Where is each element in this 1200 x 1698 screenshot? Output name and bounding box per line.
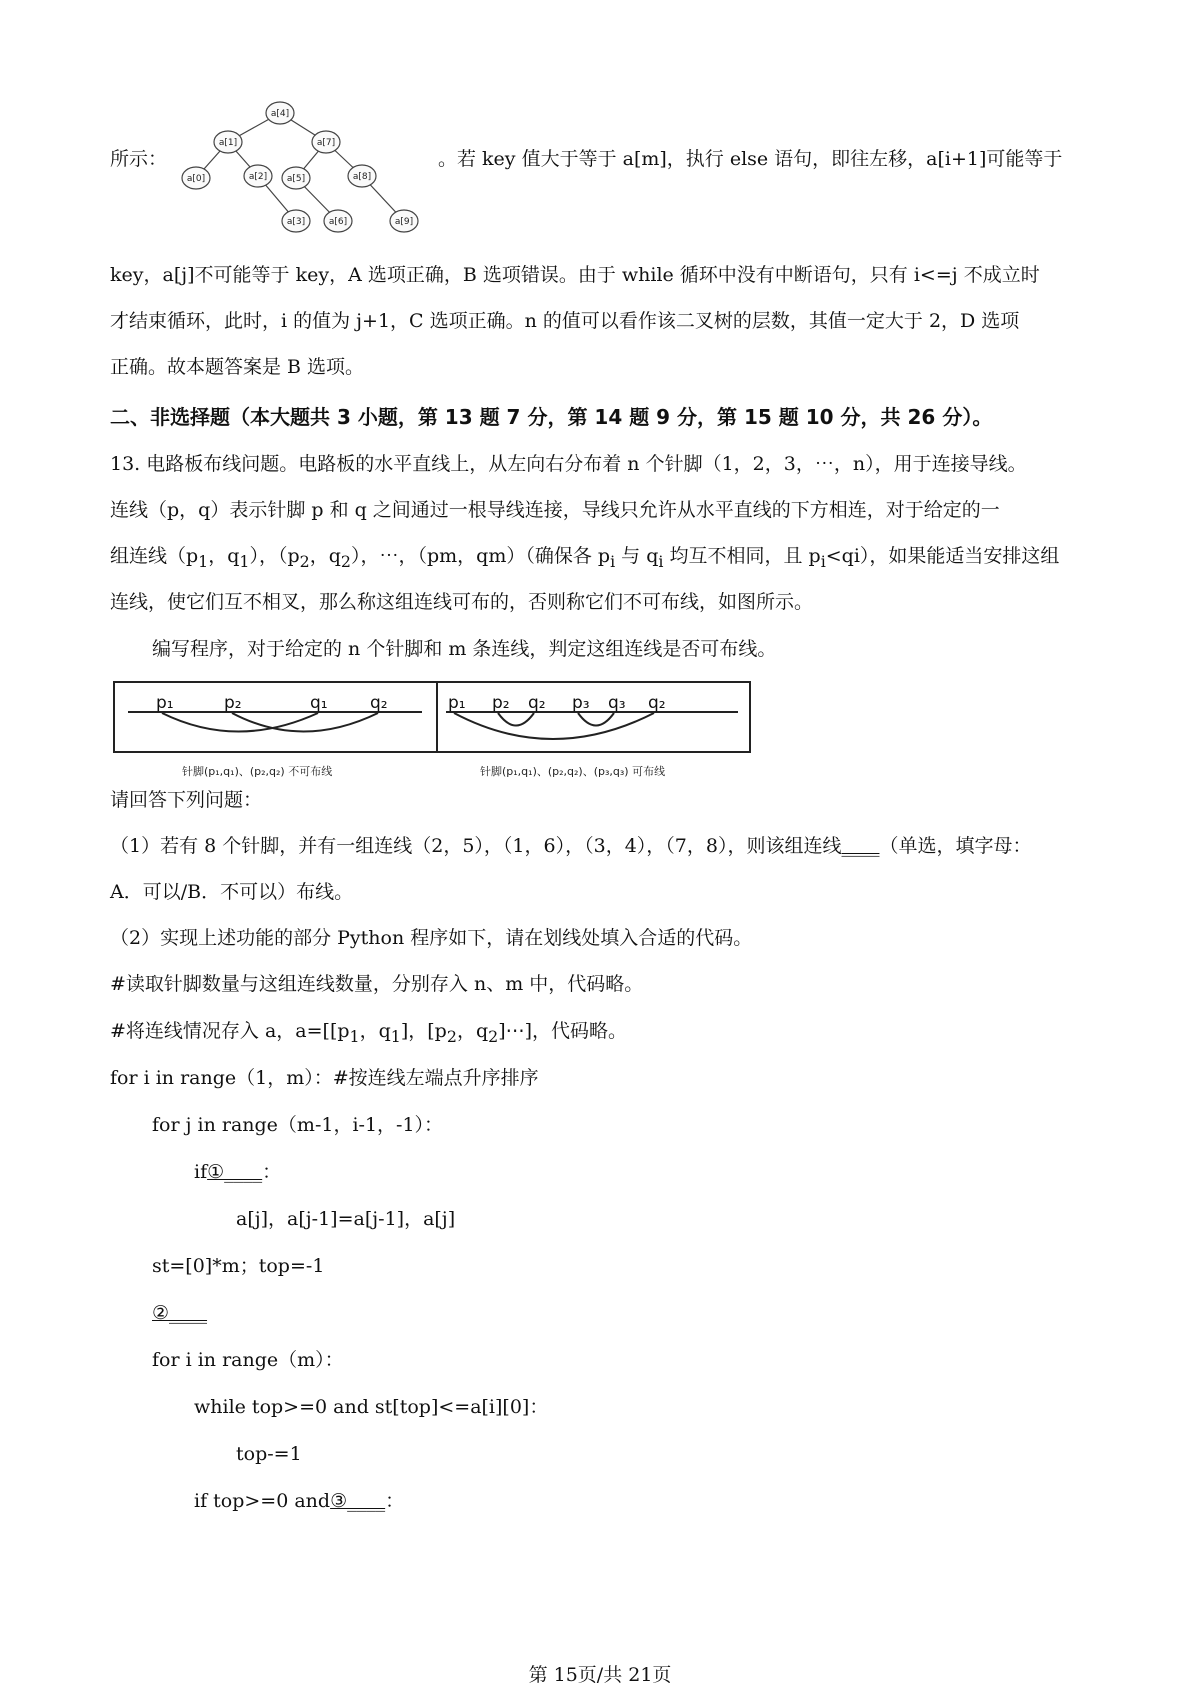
tree-node-a0 xyxy=(182,167,210,189)
svg-text:a[5]: a[5] xyxy=(286,174,306,184)
left-caption: 针脚(p₁,q₁)、(p₂,q₂) 不可布线 xyxy=(182,765,333,778)
right-wire-3 xyxy=(578,713,614,726)
svg-text:a[0]: a[0] xyxy=(186,174,206,184)
top-text-suffix: 。若 key 值大于等于 a[m]，执行 else 语句，即往左移，a[i+1]可能等于 xyxy=(438,148,1063,170)
code-comment-2: #将连线情况存入 a，$a=[[p_1$，$q_1$]，[$p_2$，$q_2]\cdots$]，代码略。 xyxy=(110,1020,628,1046)
question-1-line-1: （1）若有 8 个针脚，并有一组连线（2，5），（1，6），（3，4），（7，8），则该组连线____（单选，填字母： xyxy=(110,835,1032,857)
svg-text:a[7]: a[7] xyxy=(316,138,336,148)
tree-node-a6 xyxy=(324,210,352,232)
binary-tree-figure xyxy=(172,100,432,235)
explanation-line-2: 才结束循环，此时，i 的值为 j+1，C 选项正确。n 的值可以看作该二叉树的层数，其值一定大于 2，D 选项 xyxy=(110,310,1020,332)
left-pin-q2: q₂ xyxy=(370,693,388,713)
right-pin-q2: q₂ xyxy=(528,693,546,713)
right-pin-p2: p₂ xyxy=(492,693,510,713)
q13-line-5: 编写程序，对于给定的 n 个针脚和 m 条连线，判定这组连线是否可布线。 xyxy=(152,638,777,660)
code-blank-1[interactable]: ①____ xyxy=(207,1161,263,1183)
left-wire-1 xyxy=(162,713,318,732)
code-blank-3[interactable]: ③____ xyxy=(330,1490,386,1512)
code-line-if-1: if①____： xyxy=(194,1161,282,1183)
questions-intro: 请回答下列问题： xyxy=(110,789,263,811)
svg-text:a[9]: a[9] xyxy=(394,217,414,227)
svg-text:a[1]: a[1] xyxy=(218,138,238,148)
question-2: （2）实现上述功能的部分 Python 程序如下，请在划线处填入合适的代码。 xyxy=(110,927,753,949)
code-line-swap: a[j]，a[j-1]=a[j-1]，a[j] xyxy=(236,1208,456,1230)
code-line-for-i: for i in range（1，m）：#按连线左端点升序排序 xyxy=(110,1067,539,1089)
right-pin-p3: p₃ xyxy=(572,693,590,713)
svg-text:a[6]: a[6] xyxy=(328,217,348,227)
tree-node-a5 xyxy=(282,167,310,189)
code-line-st-init: st=[0]*m；top=-1 xyxy=(152,1255,325,1277)
left-pin-q1: q₁ xyxy=(310,693,328,713)
svg-text:a[4]: a[4] xyxy=(270,109,290,119)
code-blank-2[interactable]: ②____ xyxy=(152,1302,208,1324)
answer-blank-1[interactable]: ____ xyxy=(841,835,880,857)
svg-text:a[3]: a[3] xyxy=(286,217,306,227)
page-footer: 第 15页/共 21页 xyxy=(528,1664,672,1686)
question-1-line-2: A．可以/B．不可以）布线。 xyxy=(110,881,354,903)
q13-line-3: 组连线（$p_1$，$q_1$），（$p_2$，$q_2$），⋯，（pm，qm）（确保各 $p_i$ 与 $q_i$ 均互不相同，且 $p_i<qi$），如果能适当安排这组 xyxy=(110,545,1060,571)
right-wire-1 xyxy=(454,713,654,739)
right-pin-p1: p₁ xyxy=(448,693,466,713)
explanation-line-1: key，a[j]不可能等于 key，A 选项正确，B 选项错误。由于 while 循环中没有中断语句，只有 i<=j 不成立时 xyxy=(110,264,1040,286)
code-line-while: while top>=0 and st[top]<=a[i][0]： xyxy=(194,1396,549,1418)
code-comment-1: #读取针脚数量与这组连线数量，分别存入 n、m 中，代码略。 xyxy=(110,973,644,995)
svg-text:a[8]: a[8] xyxy=(352,172,372,182)
code-line-if-3: if top>=0 and③____： xyxy=(194,1490,405,1512)
right-pin-q2-end: q₂ xyxy=(648,693,666,713)
section-heading: 二、非选择题（本大题共 3 小题，第 13 题 7 分，第 14 题 9 分，第 15 题 10 分，共 26 分）。 xyxy=(110,405,993,429)
top-text-prefix: 所示： xyxy=(110,148,168,170)
left-pin-p1: p₁ xyxy=(156,693,174,713)
code-line-for-j: for j in range（m-1，i-1，-1）： xyxy=(152,1114,444,1136)
left-pin-p2: p₂ xyxy=(224,693,242,713)
wiring-figure xyxy=(112,680,752,780)
q13-line-1: 13. 电路板布线问题。电路板的水平直线上，从左向右分布着 n 个针脚（1，2，3，⋯，n），用于连接导线。 xyxy=(110,453,1027,475)
explanation-line-3: 正确。故本题答案是 B 选项。 xyxy=(110,356,365,378)
tree-node-a3 xyxy=(282,210,310,232)
tree-node-a8 xyxy=(348,165,376,187)
tree-node-a1 xyxy=(214,131,242,153)
svg-text:a[2]: a[2] xyxy=(248,172,268,182)
code-line-top-dec: top-=1 xyxy=(236,1443,302,1465)
left-wire-2 xyxy=(232,713,378,732)
q13-line-2: 连线（p，q）表示针脚 p 和 q 之间通过一根导线连接，导线只允许从水平直线的下方相连，对于给定的一 xyxy=(110,499,1000,521)
tree-node-a7 xyxy=(312,131,340,153)
q13-line-4: 连线，使它们互不相叉，那么称这组连线可布的，否则称它们不可布线，如图所示。 xyxy=(110,591,814,613)
tree-node-a4 xyxy=(266,102,294,124)
right-caption: 针脚(p₁,q₁)、(p₂,q₂)、(p₃,q₃) 可布线 xyxy=(480,765,666,778)
right-wire-2 xyxy=(498,713,534,726)
tree-node-a2 xyxy=(244,165,272,187)
tree-node-a9 xyxy=(390,210,418,232)
right-pin-q3: q₃ xyxy=(608,693,626,713)
code-line-for-i-m: for i in range（m）： xyxy=(152,1349,344,1371)
